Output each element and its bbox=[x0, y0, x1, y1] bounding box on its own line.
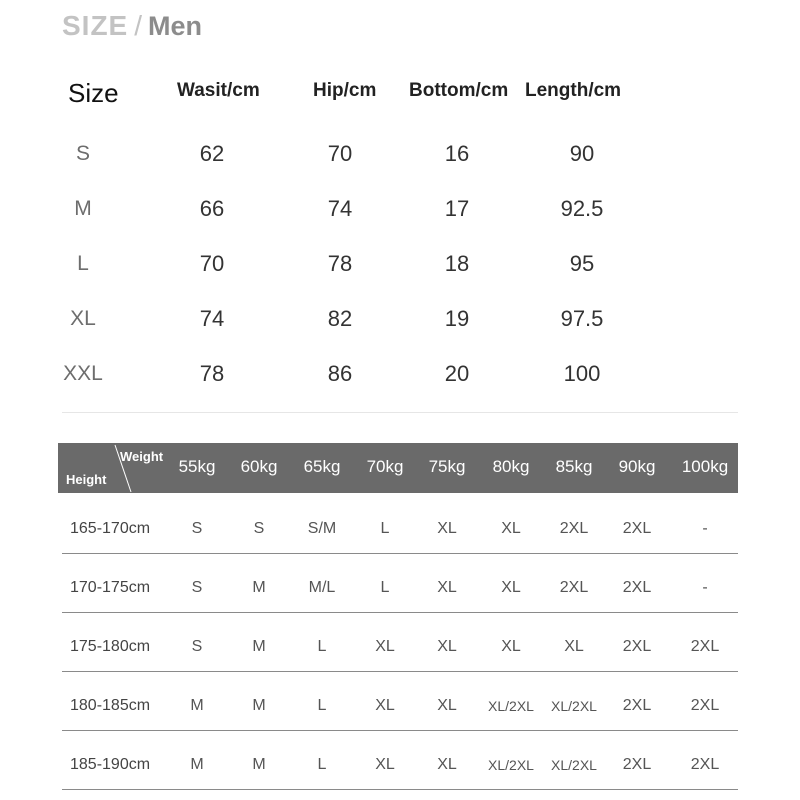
height-cell: 185-190cm bbox=[70, 756, 151, 773]
size-rec-cell: M/L bbox=[308, 579, 336, 596]
size-rec-cell: M bbox=[252, 756, 266, 773]
weight-header: 65kg bbox=[303, 457, 341, 476]
size-cell: L bbox=[77, 252, 89, 275]
bottom-cell: 16 bbox=[444, 141, 470, 166]
size-rec-cell: XL/2XL bbox=[551, 698, 597, 714]
size-cell: XL bbox=[70, 307, 96, 330]
size-rec-cell: - bbox=[702, 520, 708, 537]
length-cell: 100 bbox=[563, 361, 601, 386]
waist-cell: 74 bbox=[199, 306, 225, 331]
waist-cell: 62 bbox=[199, 141, 225, 166]
title-gender: Men bbox=[148, 11, 203, 41]
weight-header: 85kg bbox=[555, 457, 593, 476]
size-rec-cell: XL bbox=[375, 756, 395, 773]
size-cell: M bbox=[74, 197, 92, 220]
hip-cell: 70 bbox=[327, 141, 353, 166]
size-rec-cell: 2XL bbox=[622, 697, 652, 714]
col-header-size: Size bbox=[68, 78, 119, 108]
row-divider bbox=[62, 730, 738, 731]
size-rec-cell: 2XL bbox=[622, 579, 652, 596]
size-rec-cell: XL bbox=[501, 579, 521, 596]
title-slash: / bbox=[134, 10, 143, 41]
section-divider bbox=[62, 412, 738, 413]
length-cell: 95 bbox=[569, 251, 595, 276]
weight-header: 90kg bbox=[618, 457, 656, 476]
length-cell: 97.5 bbox=[560, 306, 604, 331]
col-header-waist: Wasit/cm bbox=[177, 80, 260, 101]
size-rec-cell: M bbox=[252, 638, 266, 655]
size-rec-cell: 2XL bbox=[622, 520, 652, 537]
size-rec-cell: L bbox=[317, 638, 327, 655]
weight-header: 80kg bbox=[492, 457, 530, 476]
row-divider bbox=[62, 671, 738, 672]
col-header-length: Length/cm bbox=[525, 80, 622, 101]
size-rec-cell: XL/2XL bbox=[551, 757, 597, 773]
size-rec-cell: 2XL bbox=[559, 579, 589, 596]
size-rec-cell: 2XL bbox=[690, 638, 720, 655]
waist-cell: 78 bbox=[199, 361, 225, 386]
hip-cell: 78 bbox=[327, 251, 353, 276]
size-rec-cell: M bbox=[252, 579, 266, 596]
hip-cell: 86 bbox=[327, 361, 353, 386]
waist-cell: 70 bbox=[199, 251, 225, 276]
height-cell: 165-170cm bbox=[70, 520, 151, 537]
size-rec-cell: XL bbox=[564, 638, 584, 655]
size-rec-cell: M bbox=[252, 697, 266, 714]
corner-weight-label: Weight bbox=[120, 449, 164, 464]
size-rec-cell: M bbox=[190, 697, 204, 714]
length-cell: 92.5 bbox=[560, 196, 604, 221]
size-rec-cell: S bbox=[253, 520, 265, 537]
weight-header: 70kg bbox=[366, 457, 404, 476]
bottom-cell: 20 bbox=[444, 361, 470, 386]
size-rec-cell: XL bbox=[501, 638, 521, 655]
weight-header: 75kg bbox=[428, 457, 466, 476]
page-title bbox=[62, 10, 202, 42]
row-divider bbox=[62, 553, 738, 554]
bottom-cell: 19 bbox=[444, 306, 470, 331]
size-rec-cell: XL/2XL bbox=[488, 757, 534, 773]
col-header-hip: Hip/cm bbox=[313, 80, 377, 101]
weight-header: 55kg bbox=[178, 457, 216, 476]
size-rec-cell: 2XL bbox=[622, 756, 652, 773]
weight-header: 100kg bbox=[681, 457, 729, 476]
row-divider bbox=[62, 612, 738, 613]
size-rec-cell: L bbox=[380, 579, 390, 596]
weight-header: 60kg bbox=[240, 457, 278, 476]
size-rec-cell: XL bbox=[375, 697, 395, 714]
size-rec-cell: XL bbox=[437, 697, 457, 714]
size-rec-cell: XL bbox=[501, 520, 521, 537]
height-cell: 170-175cm bbox=[70, 579, 151, 596]
size-rec-cell: S/M bbox=[307, 520, 337, 537]
height-cell: 175-180cm bbox=[70, 638, 151, 655]
size-rec-cell: 2XL bbox=[690, 756, 720, 773]
size-rec-cell: XL bbox=[437, 638, 457, 655]
size-rec-cell: L bbox=[380, 520, 390, 537]
bottom-cell: 18 bbox=[444, 251, 470, 276]
size-rec-cell: XL bbox=[437, 579, 457, 596]
corner-height-label: Height bbox=[66, 472, 107, 487]
waist-cell: 66 bbox=[199, 196, 225, 221]
title-size: SIZE bbox=[62, 10, 129, 41]
bottom-cell: 17 bbox=[444, 196, 470, 221]
col-header-bottom: Bottom/cm bbox=[409, 80, 509, 101]
size-rec-cell: S bbox=[191, 579, 203, 596]
size-rec-cell: S bbox=[191, 638, 203, 655]
length-cell: 90 bbox=[569, 141, 595, 166]
size-rec-cell: S bbox=[191, 520, 203, 537]
size-rec-cell: 2XL bbox=[690, 697, 720, 714]
size-rec-cell: L bbox=[317, 697, 327, 714]
size-rec-cell: L bbox=[317, 756, 327, 773]
hip-cell: 82 bbox=[327, 306, 353, 331]
height-cell: 180-185cm bbox=[70, 697, 151, 714]
size-cell: XXL bbox=[63, 362, 103, 385]
size-rec-cell: XL/2XL bbox=[488, 698, 534, 714]
row-divider bbox=[62, 789, 738, 790]
size-rec-cell: 2XL bbox=[559, 520, 589, 537]
size-rec-cell: 2XL bbox=[622, 638, 652, 655]
size-rec-cell: XL bbox=[437, 520, 457, 537]
size-rec-cell: XL bbox=[375, 638, 395, 655]
size-rec-cell: - bbox=[702, 579, 708, 596]
size-rec-cell: M bbox=[190, 756, 204, 773]
size-rec-cell: XL bbox=[437, 756, 457, 773]
hip-cell: 74 bbox=[327, 196, 353, 221]
size-cell: S bbox=[75, 142, 90, 165]
